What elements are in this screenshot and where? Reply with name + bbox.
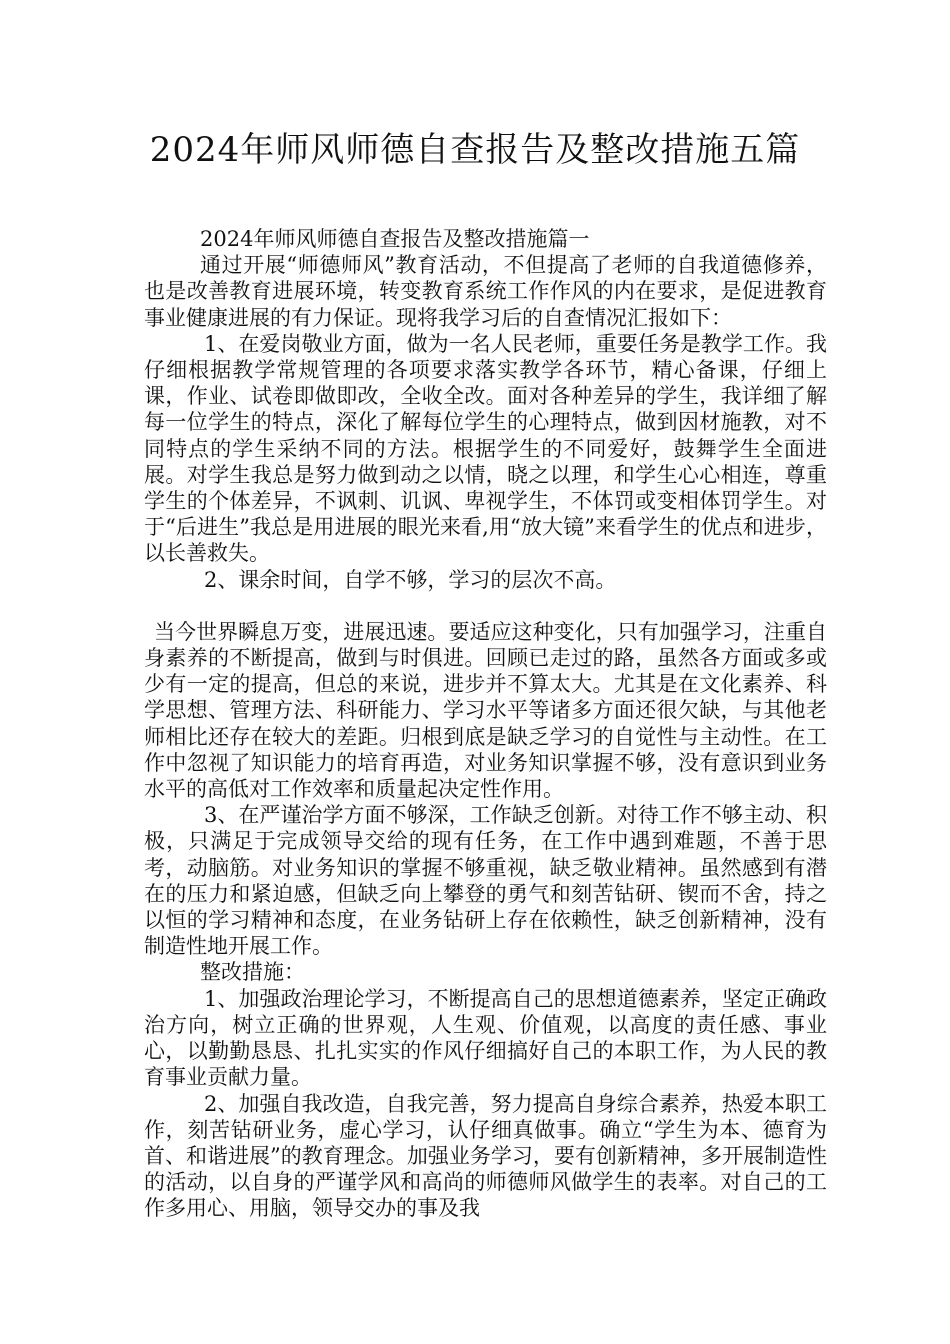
paragraph-measure-2: 2、加强自我改造，自我完善，努力提高自身综合素养，热爱本职工作，刻苦钻研业务，虚心学习，认仔细真做事。确立“学生为本、德育为首、和谐进展”的教育理念。加强业务学习，要有创新精神，多开展制造性的活动，以自身的严谨学风和高尚的师德师风做学生的表率。对自己的工作多用心、用脑，领导交办的事及我 bbox=[144, 1091, 827, 1221]
paragraph-intro: 通过开展“师德师风”教育活动，不但提高了老师的自我道德修养，也是改善教育进展环境，转变教育系统工作作风的内在要求，是促进教育事业健康进展的有力保证。现将我学习后的自查情况汇报如下： bbox=[144, 253, 827, 330]
paragraph-item-2: 2、课余时间，自学不够，学习的层次不高。 bbox=[204, 567, 617, 592]
paragraph-measure-1: 1、加强政治理论学习，不断提高自己的思想道德素养，坚定正确政治方向，树立正确的世界观，人生观、价值观，以高度的责任感、事业心，以勤勤恳恳、扎扎实实的作风仔细搞好自己的本职工作，为人民的教育事业贡献力量。 bbox=[144, 986, 827, 1090]
paragraph-item-1: 1、在爱岗敬业方面，做为一名人民老师，重要任务是教学工作。我仔细根据教学常规管理的各项要求落实教学各环节，精心备课，仔细上课，作业、试卷即做即改，全收全改。面对各种差异的学生，我详细了解每一位学生的特点，深化了解每位学生的心理特点，做到因材施教，对不同特点的学生采纳不同的方法。根据学生的不同爱好，鼓舞学生全面进展。对学生我总是努力做到动之以情，晓之以理，和学生心心相连，尊重学生的个体差异，不讽刺、讥讽、卑视学生，不体罚或变相体罚学生。对于“后进生”我总是用进展的眼光来看,用“放大镜”来看学生的优点和进步，以长善救失。 bbox=[144, 331, 827, 566]
document-body bbox=[144, 226, 827, 1222]
section-title: 2024年师风师德自查报告及整改措施篇一 bbox=[200, 227, 590, 251]
paragraph-item-3: 3、在严谨治学方面不够深，工作缺乏创新。对待工作不够主动、积极，只满足于完成领导交给的现有任务，在工作中遇到难题，不善于思考，动脑筋。对业务知识的掌握不够重视，缺乏敬业精神。虽然感到有潜在的压力和紧迫感，但缺乏向上攀登的勇气和刻苦钻研、锲而不舍，持之以恒的学习精神和态度，在业务钻研上存在依赖性，缺乏创新精神，没有制造性地开展工作。 bbox=[144, 803, 827, 959]
paragraph-rectification-heading: 整改措施： bbox=[200, 960, 305, 985]
paragraph-self-study: 当今世界瞬息万变，进展迅速。要适应这种变化，只有加强学习，注重自身素养的不断提高，做到与时俱进。回顾已走过的路，虽然各方面或多或少有一定的提高，但总的来说，进步并不算太大。尤其是在文化素养、科学思想、管理方法、科研能力、学习水平等诸多方面还很欠缺，与其他老师相比还存在较大的差距。归根到底是缺乏学习的自觉性与主动性。在工作中忽视了知识能力的培育再造，对业务知识掌握不够，没有意识到业务水平的高低对工作效率和质量起决定性作用。 bbox=[144, 619, 827, 802]
document-title: 2024年师风师德自查报告及整改措施五篇 bbox=[149, 130, 801, 170]
paragraph-gap bbox=[144, 593, 827, 619]
